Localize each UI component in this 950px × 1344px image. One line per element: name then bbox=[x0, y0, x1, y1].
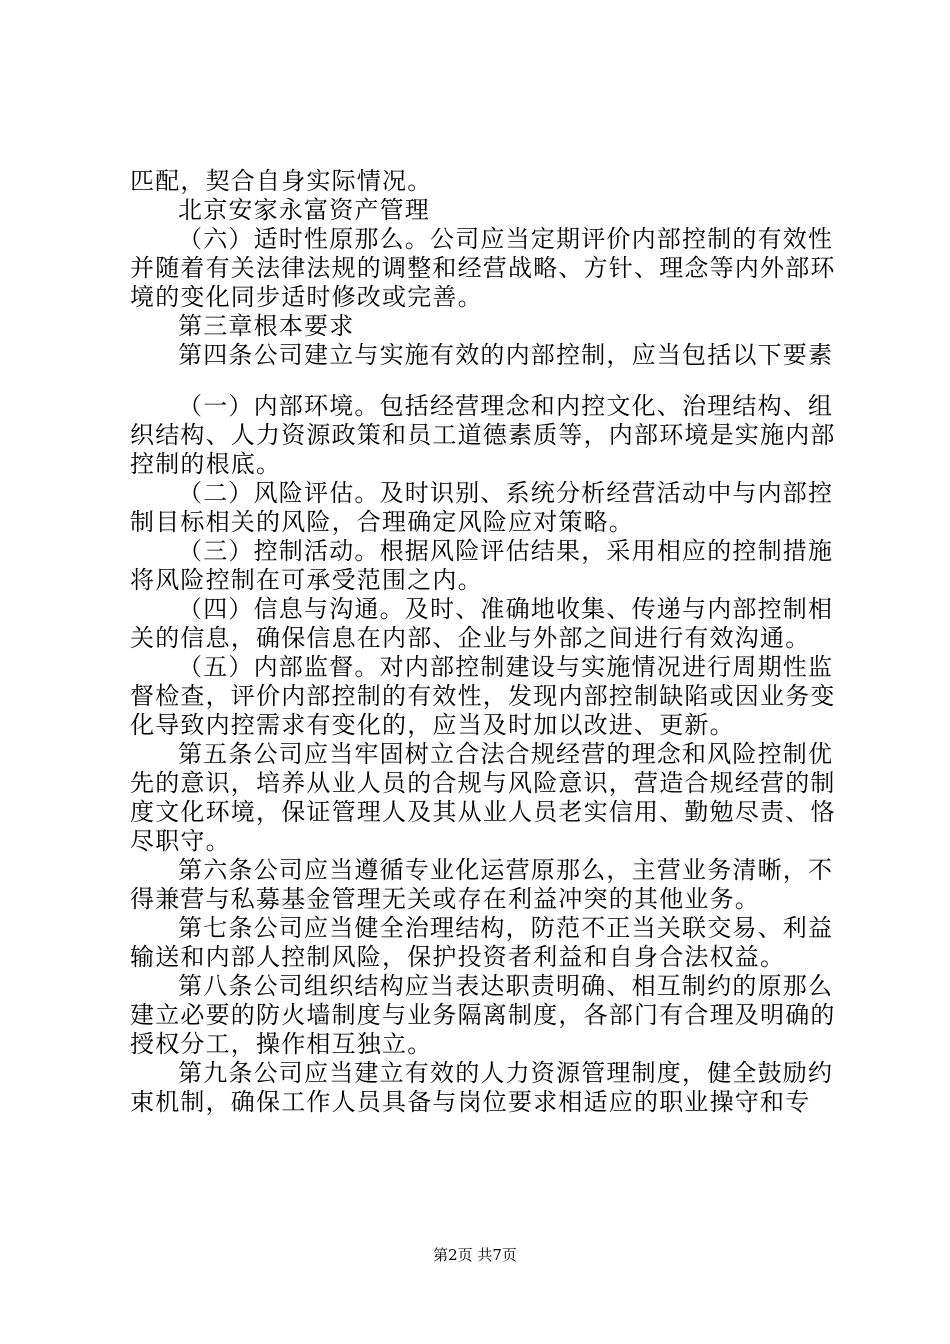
article-4: 第四条公司建立与实施有效的内部控制，应当包括以下要素 bbox=[178, 341, 834, 369]
paragraph-company-name: 北京安家永富资产管理 bbox=[178, 196, 430, 224]
item-internal-supervision: （五）内部监督。对内部控制建设与实施情况进行周期性监督检查，评价内部控制的有效性，发现内部控制缺陷或因业务变化导致内控需求有变化的，应当及时加以改进、更新。 bbox=[130, 653, 836, 739]
item-information-communication: （四）信息与沟通。及时、准确地收集、传递与内部控制相关的信息，确保信息在内部、企业与外部之间进行有效沟通。 bbox=[130, 595, 834, 652]
paragraph-continuation: 匹配，契合自身实际情况。 bbox=[130, 167, 433, 195]
article-8: 第八条公司组织结构应当表达职责明确、相互制约的原那么建立必要的防火墙制度与业务隔离制度，各部门有合理及明确的授权分工，操作相互独立。 bbox=[130, 972, 836, 1058]
article-7: 第七条公司应当健全治理结构，防范不正当关联交易、利益输送和内部人控制风险，保护投资者利益和自身合法权益。 bbox=[130, 914, 834, 971]
page-number-footer: 第2页 共7页 bbox=[433, 1246, 517, 1264]
article-9: 第九条公司应当建立有效的人力资源管理制度，健全鼓励约束机制，确保工作人员具备与岗位要求相适应的职业操守和专 bbox=[130, 1059, 834, 1116]
item-internal-environment: （一）内部环境。包括经营理念和内控文化、治理结构、组织结构、人力资源政策和员工道德素质等，内部环境是实施内部控制的根底。 bbox=[130, 392, 836, 478]
chapter-heading: 第三章根本要求 bbox=[178, 312, 355, 340]
paragraph-timeliness-principle: （六）适时性原那么。公司应当定期评价内部控制的有效性并随着有关法律法规的调整和经营战略、方针、理念等内外部环境的变化同步适时修改或完善。 bbox=[130, 225, 836, 311]
document-body bbox=[130, 167, 850, 1117]
item-risk-assessment: （二）风险评估。及时识别、系统分析经营活动中与内部控制目标相关的风险，合理确定风险应对策略。 bbox=[130, 479, 834, 536]
article-5: 第五条公司应当牢固树立合法合规经营的理念和风险控制优先的意识，培养从业人员的合规与风险意识，营造合规经营的制度文化环境，保证管理人及其从业人员老实信用、勤勉尽责、恪尽职守。 bbox=[130, 740, 836, 855]
article-6: 第六条公司应当遵循专业化运营原那么，主营业务清晰，不得兼营与私募基金管理无关或存在利益冲突的其他业务。 bbox=[130, 856, 834, 913]
blank-line bbox=[130, 370, 850, 392]
item-control-activities: （三）控制活动。根据风险评估结果，采用相应的控制措施将风险控制在可承受范围之内。 bbox=[130, 537, 834, 594]
